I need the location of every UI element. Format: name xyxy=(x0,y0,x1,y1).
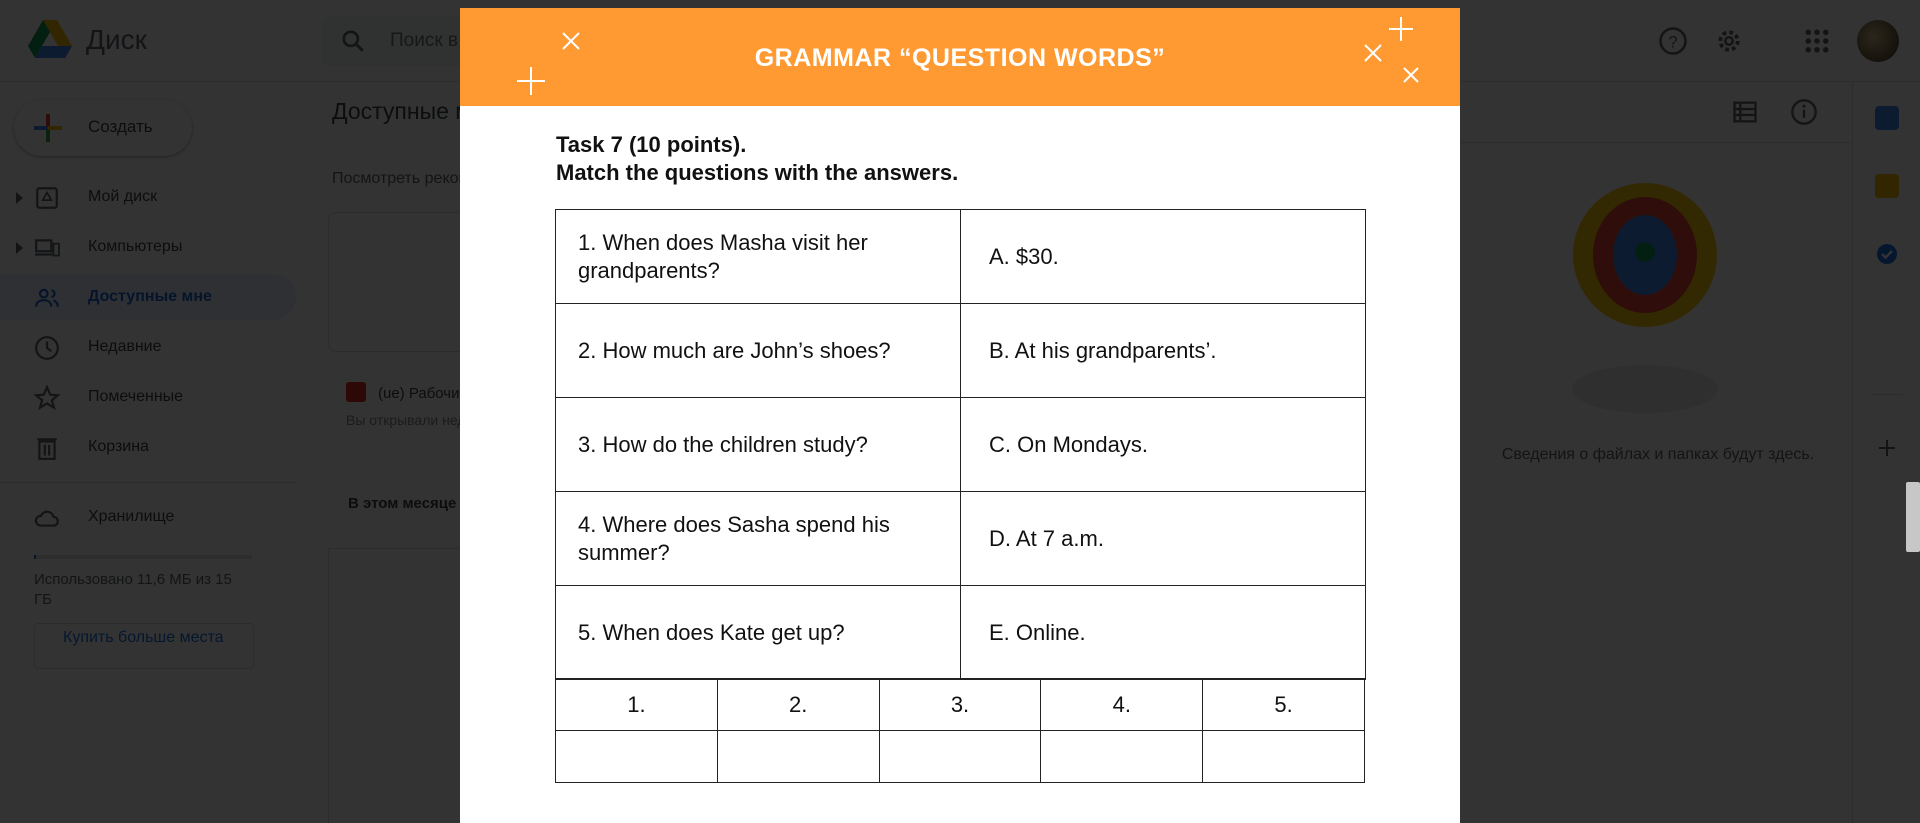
table-row xyxy=(556,586,1366,680)
table-row xyxy=(556,398,1366,492)
answer-cell: A. $30. xyxy=(961,210,1366,304)
question-cell: 5. When does Kate get up? xyxy=(556,586,961,680)
answer-key-blank xyxy=(1203,731,1365,783)
answer-key-blank xyxy=(879,731,1041,783)
answer-key-blank xyxy=(1041,731,1203,783)
worksheet-header xyxy=(460,8,1460,106)
sparkle-icon xyxy=(1362,42,1384,64)
answer-key-header: 4. xyxy=(1041,679,1203,731)
matching-table xyxy=(555,209,1366,680)
task-instruction: Match the questions with the answers. xyxy=(556,160,959,185)
answer-key-table xyxy=(555,678,1365,783)
answer-key-header-row xyxy=(556,679,1365,731)
sparkle-icon xyxy=(560,30,582,52)
scrollbar-thumb[interactable] xyxy=(1906,482,1920,552)
answer-cell: C. On Mondays. xyxy=(961,398,1366,492)
question-cell: 2. How much are John’s shoes? xyxy=(556,304,961,398)
table-row xyxy=(556,304,1366,398)
answer-key-header: 5. xyxy=(1203,679,1365,731)
question-cell: 1. When does Masha visit her grandparents? xyxy=(556,210,961,304)
question-cell: 4. Where does Sasha spend his summer? xyxy=(556,492,961,586)
answer-key-header: 1. xyxy=(556,679,718,731)
answer-cell: B. At his grandparents’. xyxy=(961,304,1366,398)
answer-key-blank xyxy=(717,731,879,783)
answer-key-header: 3. xyxy=(879,679,1041,731)
answer-key-blank-row xyxy=(556,731,1365,783)
sparkle-icon xyxy=(1402,66,1420,84)
worksheet-title: GRAMMAR “QUESTION WORDS” xyxy=(754,44,1166,72)
worksheet-preview xyxy=(460,8,1460,823)
answer-key-blank xyxy=(556,731,718,783)
table-row xyxy=(556,492,1366,586)
answer-key-header: 2. xyxy=(717,679,879,731)
answer-cell: D. At 7 a.m. xyxy=(961,492,1366,586)
sparkle-icon xyxy=(516,66,546,96)
answer-cell: E. Online. xyxy=(961,586,1366,680)
question-cell: 3. How do the children study? xyxy=(556,398,961,492)
table-row xyxy=(556,210,1366,304)
sparkle-icon xyxy=(1388,16,1414,42)
task-title: Task 7 (10 points). xyxy=(556,132,747,157)
